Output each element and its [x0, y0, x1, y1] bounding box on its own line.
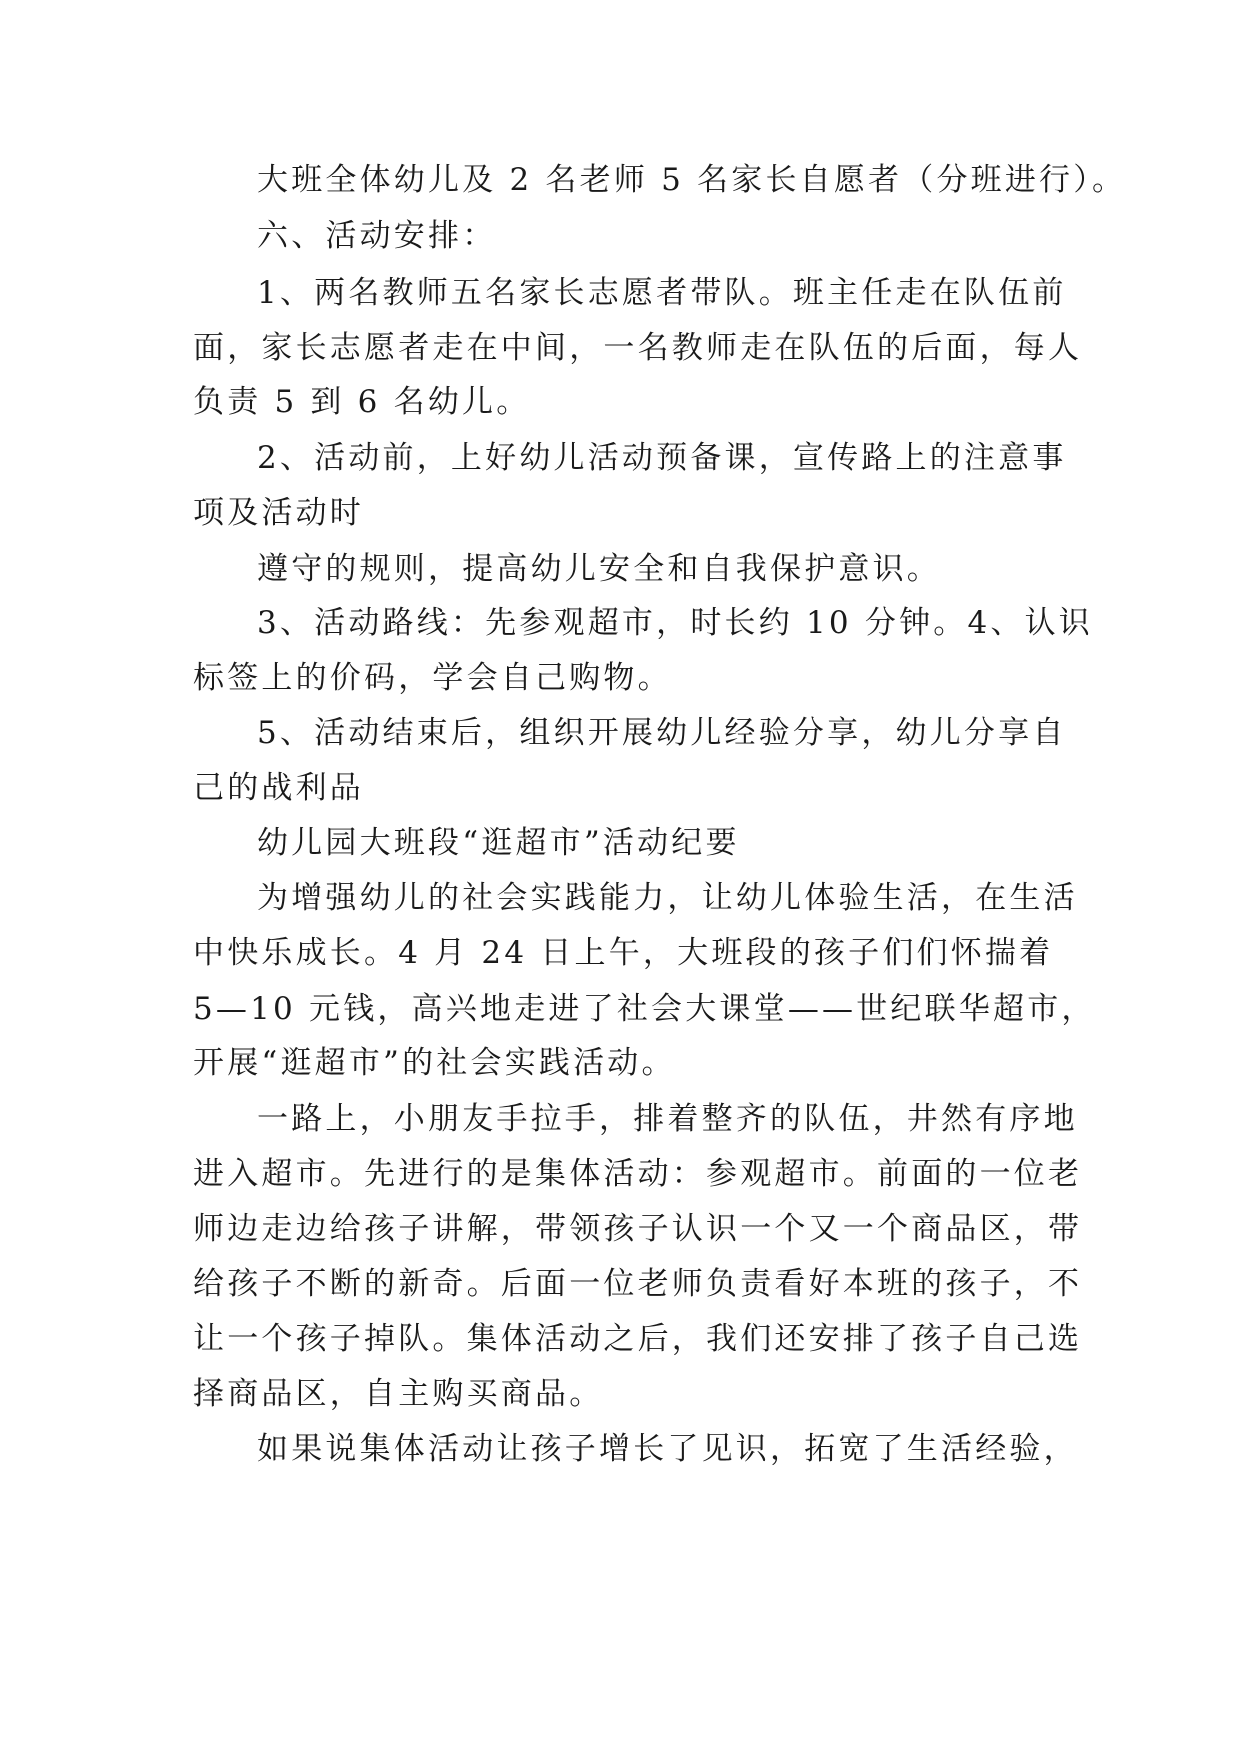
text-line: 己的战利品	[193, 770, 364, 806]
text-line: 择商品区，自主购买商品。	[193, 1376, 604, 1412]
text-line: 进入超市。先进行的是集体活动：参观超市。前面的一位老	[193, 1156, 1083, 1192]
text-line: 1、两名教师五名家长志愿者带队。班主任走在队伍前	[257, 275, 1067, 311]
text-line: 项及活动时	[193, 495, 364, 531]
text-line: 2、活动前，上好幼儿活动预备课，宣传路上的注意事	[257, 440, 1067, 476]
text-line: 遵守的规则，提高幼儿安全和自我保护意识。	[257, 551, 941, 587]
text-line: 一路上，小朋友手拉手，排着整齐的队伍，井然有序地	[257, 1101, 1078, 1137]
text-line: 3、活动路线：先参观超市，时长约 10 分钟。4、认识	[257, 605, 1093, 641]
text-line: 师边走边给孩子讲解，带领孩子认识一个又一个商品区，带	[193, 1211, 1083, 1247]
text-line: 负责 5 到 6 名幼儿。	[193, 384, 531, 420]
text-line: 中快乐成长。4 月 24 日上午，大班段的孩子们们怀揣着	[193, 935, 1054, 971]
text-line: 标签上的价码，学会自己购物。	[193, 660, 672, 696]
text-line: 面，家长志愿者走在中间，一名教师走在队伍的后面，每人	[193, 330, 1083, 366]
text-line: 5—10 元钱，高兴地走进了社会大课堂——世纪联华超市，	[193, 991, 1096, 1027]
section-heading: 六、活动安排：	[257, 218, 497, 254]
text-line: 为增强幼儿的社会实践能力，让幼儿体验生活，在生活	[257, 880, 1078, 916]
text-line: 5、活动结束后，组织开展幼儿经验分享，幼儿分享自	[257, 715, 1067, 751]
text-line: 如果说集体活动让孩子增长了见识，拓宽了生活经验，	[257, 1431, 1078, 1467]
text-line: 开展“逛超市”的社会实践活动。	[193, 1045, 676, 1081]
text-line: 大班全体幼儿及 2 名老师 5 名家长自愿者（分班进行）。	[257, 162, 1127, 198]
text-line: 给孩子不断的新奇。后面一位老师负责看好本班的孩子，不	[193, 1266, 1083, 1302]
text-line: 让一个孩子掉队。集体活动之后，我们还安排了孩子自己选	[193, 1321, 1083, 1357]
article-title: 幼儿园大班段“逛超市”活动纪要	[257, 825, 740, 861]
